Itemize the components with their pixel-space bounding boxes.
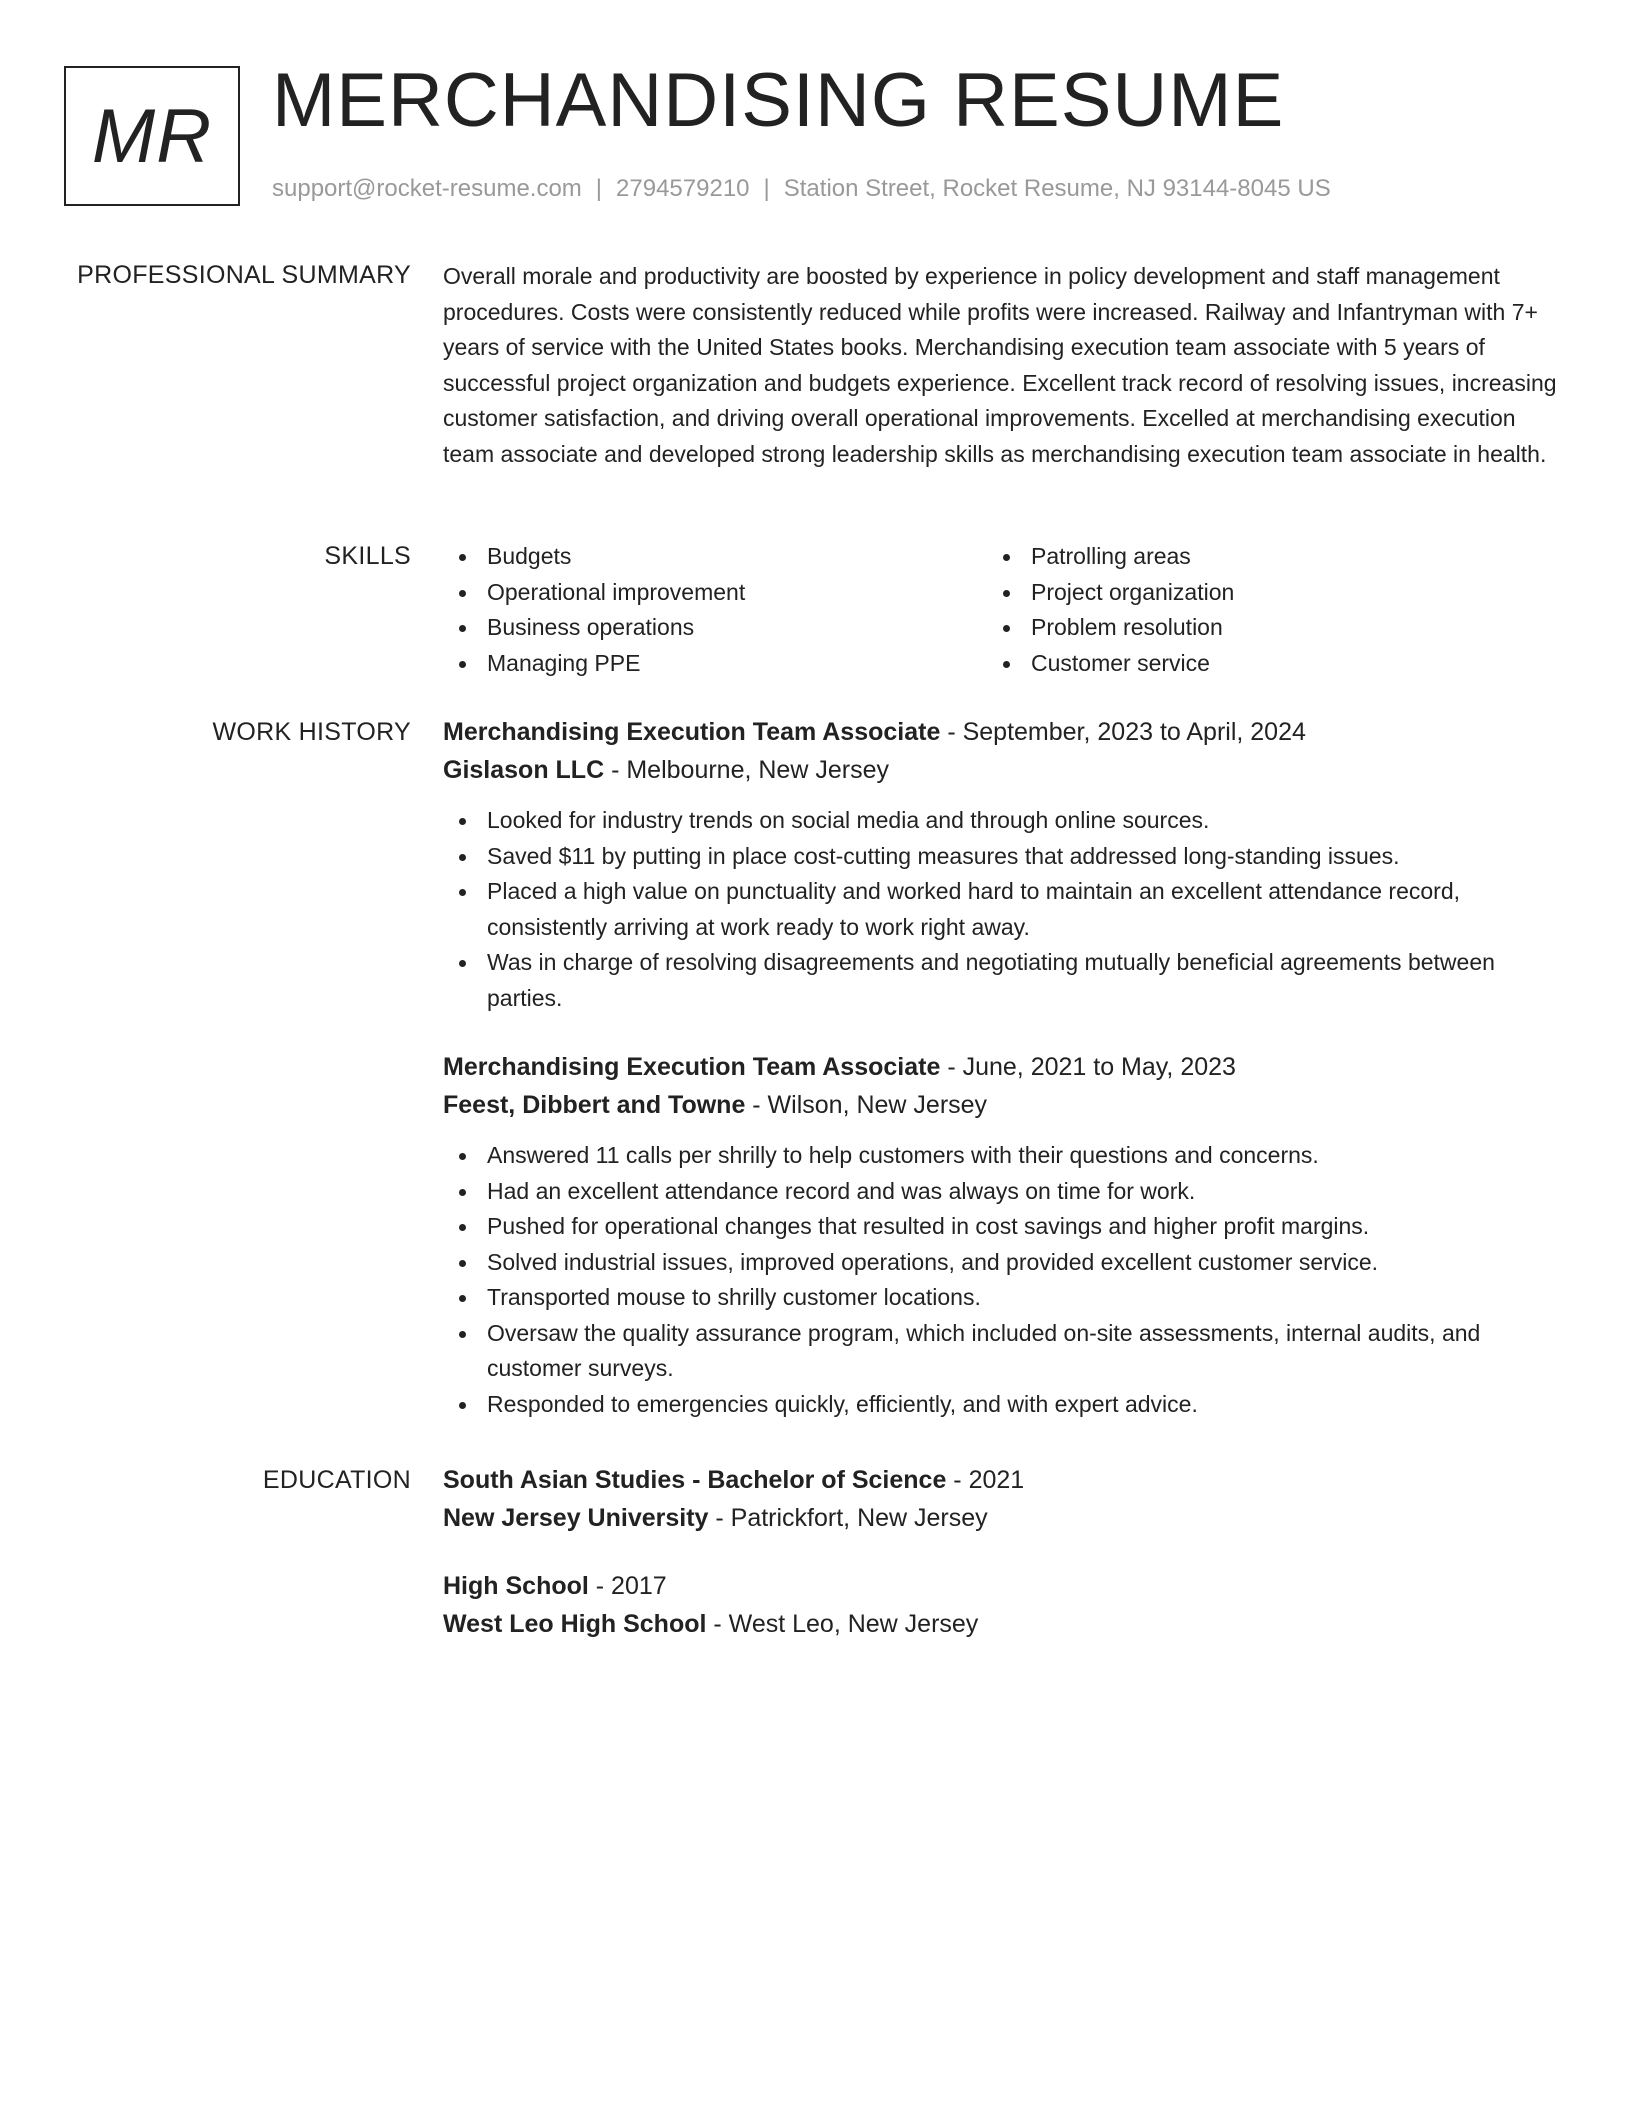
job-bullet: Solved industrial issues, improved operations, and provided excellent customer service. bbox=[443, 1245, 1563, 1281]
job-bullet: Transported mouse to shrilly customer locations. bbox=[443, 1280, 1563, 1316]
edu-school: West Leo High School bbox=[443, 1610, 707, 1638]
job-location: - Melbourne, New Jersey bbox=[604, 756, 889, 784]
edu-year: - 2017 bbox=[588, 1572, 667, 1600]
job-bullet: Answered 11 calls per shrilly to help customers with their questions and concerns. bbox=[443, 1138, 1563, 1174]
section-label-summary: PROFESSIONAL SUMMARY bbox=[77, 261, 411, 289]
skills-columns bbox=[443, 539, 1563, 681]
job-location: - Wilson, New Jersey bbox=[745, 1091, 988, 1119]
education-entry bbox=[443, 1567, 1563, 1643]
skill-item: Business operations bbox=[443, 610, 987, 646]
contact-email: support@rocket-resume.com bbox=[272, 175, 582, 202]
job-company: Feest, Dibbert and Towne bbox=[443, 1091, 746, 1119]
edu-school-line bbox=[443, 1605, 1563, 1643]
summary-text: Overall morale and productivity are boosted by experience in policy development and staff management procedures. Costs were consistently reduced while profits were increased. Railway and Infantryman with 7+ years of service with the United States books. Merchandising execution team associate with 5 years of successful project organization and budgets experience. Excellent track record of resolving issues, increasing customer satisfaction, and driving overall operational improvements. Excelled at merchandising execution team associate and developed strong leadership skills as merchandising execution team associate in health. bbox=[443, 263, 1557, 467]
job-bullet: Saved $11 by putting in place cost-cutting measures that addressed long-standing issues. bbox=[443, 839, 1563, 875]
contact-separator: | bbox=[595, 175, 603, 202]
job-company: Gislason LLC bbox=[443, 756, 605, 784]
edu-degree-line bbox=[443, 1461, 1563, 1499]
contact-line bbox=[272, 172, 1331, 206]
edu-school: New Jersey University bbox=[443, 1504, 709, 1532]
skill-item: Project organization bbox=[987, 575, 1531, 611]
contact-address: Station Street, Rocket Resume, NJ 93144-8045 US bbox=[783, 175, 1331, 202]
job-title-line bbox=[443, 1048, 1563, 1086]
job-bullets bbox=[443, 803, 1563, 1016]
skills-column-left bbox=[443, 539, 987, 681]
skill-item: Customer service bbox=[987, 646, 1531, 682]
edu-degree-line bbox=[443, 1567, 1563, 1605]
skill-item: Operational improvement bbox=[443, 575, 987, 611]
section-label-education: EDUCATION bbox=[262, 1466, 411, 1494]
job-company-line bbox=[443, 1086, 1563, 1124]
section-label-skills: SKILLS bbox=[324, 542, 411, 570]
job-bullet: Placed a high value on punctuality and worked hard to maintain an excellent attendance record, consistently arriving at work ready to work right away. bbox=[443, 874, 1563, 945]
edu-degree: High School bbox=[443, 1572, 589, 1600]
job-dates: - September, 2023 to April, 2024 bbox=[940, 718, 1306, 746]
job-title-line bbox=[443, 713, 1563, 751]
edu-year: - 2021 bbox=[946, 1466, 1025, 1494]
contact-phone: 2794579210 bbox=[616, 175, 750, 202]
skill-item: Problem resolution bbox=[987, 610, 1531, 646]
job-bullet: Looked for industry trends on social media and through online sources. bbox=[443, 803, 1563, 839]
job-entry bbox=[443, 1048, 1563, 1422]
skills-column-right bbox=[987, 539, 1531, 681]
monogram-logo bbox=[64, 66, 240, 206]
job-bullets bbox=[443, 1138, 1563, 1422]
edu-location: - Patrickfort, New Jersey bbox=[708, 1504, 988, 1532]
skill-item: Budgets bbox=[443, 539, 987, 575]
skill-item: Patrolling areas bbox=[987, 539, 1531, 575]
skill-item: Managing PPE bbox=[443, 646, 987, 682]
edu-degree: South Asian Studies - Bachelor of Science bbox=[443, 1466, 947, 1494]
job-dates: - June, 2021 to May, 2023 bbox=[940, 1053, 1236, 1081]
job-title: Merchandising Execution Team Associate bbox=[443, 1053, 941, 1081]
edu-location: - West Leo, New Jersey bbox=[706, 1610, 979, 1638]
job-bullet: Responded to emergencies quickly, efficiently, and with expert advice. bbox=[443, 1387, 1563, 1423]
job-company-line bbox=[443, 751, 1563, 789]
job-entry bbox=[443, 713, 1563, 1016]
job-bullet: Oversaw the quality assurance program, which included on-site assessments, internal audits, and customer surveys. bbox=[443, 1316, 1563, 1387]
job-title: Merchandising Execution Team Associate bbox=[443, 718, 941, 746]
education-entry bbox=[443, 1461, 1563, 1537]
contact-separator: | bbox=[763, 175, 770, 202]
edu-school-line bbox=[443, 1499, 1563, 1537]
job-bullet: Had an excellent attendance record and was always on time for work. bbox=[443, 1174, 1563, 1210]
job-bullet: Was in charge of resolving disagreements and negotiating mutually beneficial agreements between parties. bbox=[443, 945, 1563, 1016]
section-label-work: WORK HISTORY bbox=[212, 718, 411, 746]
job-bullet: Pushed for operational changes that resulted in cost savings and higher profit margins. bbox=[443, 1209, 1563, 1245]
resume-title: MERCHANDISING RESUME bbox=[272, 58, 1285, 143]
monogram-text: MR bbox=[91, 93, 213, 179]
